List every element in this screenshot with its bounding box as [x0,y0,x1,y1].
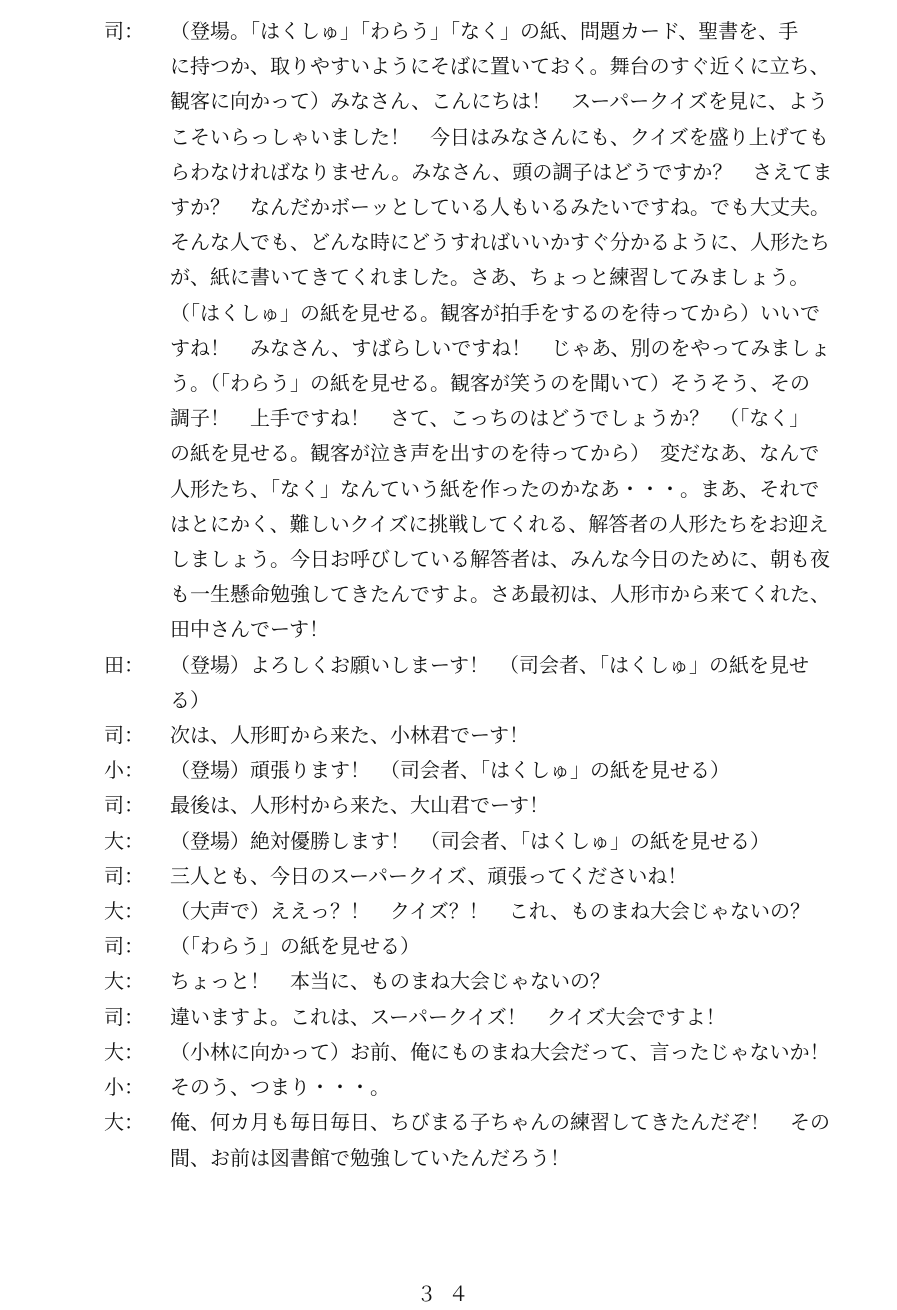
speaker-label: 大： [104,1110,144,1135]
speaker-label: 司： [104,19,144,43]
dialogue-line [104,1035,879,1070]
speaker-label: 司： [104,1004,144,1029]
dialogue-line [104,824,879,859]
dialogue-text: 俺、何カ月も毎日毎日、ちびまる子ちゃんの練習してきたんだぞ！ その 間、お前は図書館で勉強していたんだろう！ [170,1110,830,1170]
dialogue-text: 違いますよ。これは、スーパークイズ！ クイズ大会ですよ！ [170,1004,726,1029]
dialogue-line [104,718,879,753]
dialogue-text: 三人とも、今日のスーパークイズ、頑張ってくださいね！ [170,863,688,888]
speaker-label: 田： [104,652,144,677]
dialogue-text: （登場）頑張ります！ （司会者、「はくしゅ」の紙を見せる） [170,758,730,783]
speaker-label: 小： [104,758,144,783]
dialogue-line [104,929,879,964]
dialogue-text: （登場）よろしくお願いしまーす！ （司会者、「はくしゅ」の紙を見せ る） [170,652,809,712]
dialogue-line [104,964,879,999]
speaker-label: 小： [104,1075,144,1100]
dialogue-text: ちょっと！ 本当に、ものまね大会じゃないの？ [170,969,610,994]
dialogue-text: そのう、つまり・・・。 [170,1075,390,1100]
script-body [104,14,879,1176]
dialogue-line [104,1070,879,1105]
page-number: ３４ [416,1282,481,1306]
dialogue-text: （「わらう」の紙を見せる） [170,934,420,959]
speaker-label: 司： [104,723,144,748]
speaker-label: 司： [104,863,144,888]
speaker-label: 大： [104,1039,144,1064]
dialogue-line [104,1000,879,1035]
dialogue-line [104,788,879,823]
dialogue-text: 次は、人形町から来た、小林君でーす！ [170,723,529,748]
speaker-label: 大： [104,828,144,853]
dialogue-line [104,1105,879,1175]
dialogue-text: （登場）絶対優勝します！ （司会者、「はくしゅ」の紙を見せる） [170,828,770,853]
dialogue-line [104,14,879,648]
dialogue-text: （登場。「はくしゅ」「わらう」「なく」の紙、問題カード、聖書を、手 に持つか、取りやすいようにそばに置いておく。舞台のすぐ近くに立ち、 観客に向かって）みなさん、こんにちは！ スーパークイズを見に、よう こそいらっしゃいました！ 今日はみなさんにも、クイズを盛り上げても らわなければなりません。みなさん、頭の調子はどうですか？ さえてま すか？ なんだかボーッとしている人もいるみたいですね。でも大丈夫。 そんな人でも、どんな時にどうすればいいかすぐ分かるように、人形たち が、紙に書いてきてくれました。さあ、ちょっと練習してみましょう。 （「はくしゅ」の紙を見せる。観客が拍手をするのを待ってから）いいで すね！ みなさん、すばらしいですね！ じゃあ、別のをやってみましょ う。（「わらう」の紙を見せる。観客が笑うのを聞いて）そうそう、その 調子！ 上手ですね！ さて、こっちのはどうでしょうか？ （「なく」 の紙を見せる。観客が泣き声を出すのを待ってから） 変だなあ、なんで 人形たち、「なく」なんていう紙を作ったのかなあ・・・。まあ、それで はとにかく、難しいクイズに挑戦してくれる、解答者の人形たちをお迎え しましょう。今日お呼びしている解答者は、みんな今日のために、朝も夜 も一生懸命勉強してきたんですよ。さあ最初は、人形市から来てくれた、 田中さんでーす！ [170,19,833,642]
speaker-label: 司： [104,934,144,959]
dialogue-text: （大声で）ええっ？！ クイズ？！ これ、ものまね大会じゃないの？ [170,899,810,924]
dialogue-line [104,753,879,788]
dialogue-line [104,894,879,929]
dialogue-line [104,648,879,718]
dialogue-text: 最後は、人形村から来た、大山君でーす！ [170,793,549,818]
speaker-label: 司： [104,793,144,818]
speaker-label: 大： [104,899,144,924]
dialogue-text: （小林に向かって）お前、俺にものまね大会だって、言ったじゃないか！ [170,1039,830,1064]
speaker-label: 大： [104,969,144,994]
dialogue-line [104,859,879,894]
